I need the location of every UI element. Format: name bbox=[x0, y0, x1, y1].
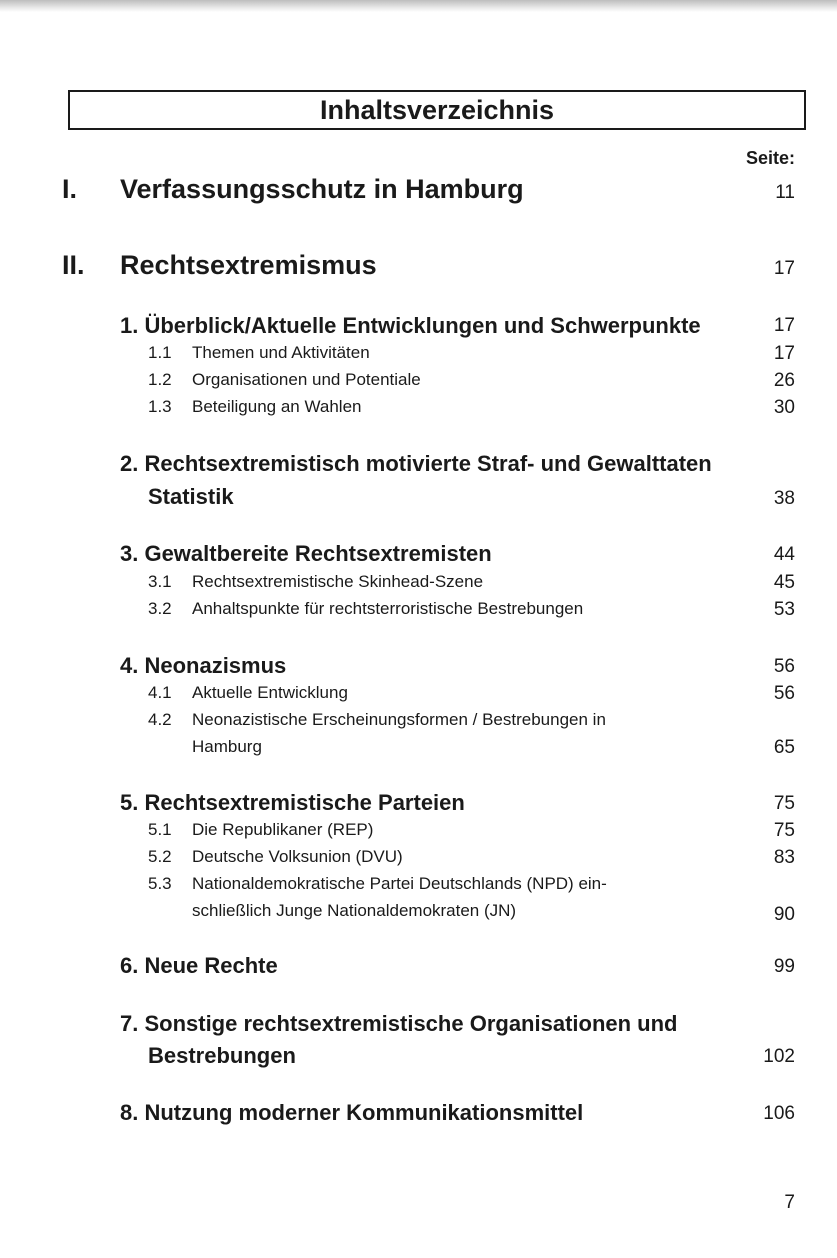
section-page: 106 bbox=[763, 1103, 795, 1124]
subsection-number: 5.3 bbox=[148, 874, 172, 893]
subsection-page: 65 bbox=[773, 737, 795, 758]
subsection-number: 1.1 bbox=[148, 343, 172, 362]
subsection-title: Beteiligung an Wahlen bbox=[192, 397, 362, 416]
section-page: 38 bbox=[773, 488, 795, 509]
subsection-title: Anhaltspunkte für rechtsterroristische Bestrebungen bbox=[192, 599, 584, 618]
subsection-title: Deutsche Volksunion (DVU) bbox=[192, 847, 403, 866]
page-number: 7 bbox=[784, 1192, 795, 1213]
page-column-label: Seite: bbox=[745, 148, 795, 168]
subsection-number: 3.1 bbox=[148, 572, 172, 591]
section-title: 6. Neue Rechte bbox=[120, 953, 278, 978]
subsection-title: Aktuelle Entwicklung bbox=[192, 683, 348, 702]
subsection-title: Neonazistische Erscheinungsformen / Bestrebungen in bbox=[192, 710, 606, 729]
section-title-continued: Statistik bbox=[148, 484, 234, 509]
subsection-title: Die Republikaner (REP) bbox=[192, 820, 374, 839]
part-numeral: II. bbox=[62, 250, 85, 280]
section-title: 7. Sonstige rechtsextremistische Organisationen und bbox=[120, 1011, 678, 1036]
subsection-title: Organisationen und Potentiale bbox=[192, 370, 421, 389]
part-title: Rechtsextremismus bbox=[120, 250, 377, 280]
subsection-page: 17 bbox=[773, 343, 795, 364]
section-title: 2. Rechtsextremistisch motivierte Straf- und Gewalttaten bbox=[120, 451, 712, 476]
subsection-page: 75 bbox=[773, 820, 795, 841]
subsection-title: Nationaldemokratische Partei Deutschlands (NPD) ein- bbox=[192, 874, 607, 893]
subsection-page: 53 bbox=[773, 599, 795, 620]
section-page: 56 bbox=[773, 656, 795, 677]
section-page: 99 bbox=[773, 956, 795, 977]
part-page: 11 bbox=[775, 182, 795, 203]
subsection-title: Themen und Aktivitäten bbox=[192, 343, 370, 362]
subsection-page: 56 bbox=[773, 683, 795, 704]
part-numeral: I. bbox=[62, 174, 78, 204]
part-page: 17 bbox=[773, 258, 795, 279]
subsection-number: 3.2 bbox=[148, 599, 172, 618]
subsection-title: Rechtsextremistische Skinhead-Szene bbox=[192, 572, 484, 591]
subsection-page: 26 bbox=[773, 370, 795, 391]
subsection-number: 4.1 bbox=[148, 683, 172, 702]
section-page: 44 bbox=[773, 544, 795, 565]
subsection-page: 83 bbox=[773, 847, 795, 868]
section-page: 17 bbox=[773, 315, 795, 336]
section-title: 8. Nutzung moderner Kommunikationsmittel bbox=[120, 1100, 584, 1125]
subsection-page: 45 bbox=[773, 572, 795, 593]
toc-title: Inhaltsverzeichnis bbox=[68, 90, 806, 130]
section-title: 1. Überblick/Aktuelle Entwicklungen und Schwerpunkte bbox=[120, 313, 701, 338]
scan-edge bbox=[0, 0, 837, 12]
subsection-number: 5.2 bbox=[148, 847, 172, 866]
section-page: 102 bbox=[763, 1046, 795, 1067]
subsection-page: 30 bbox=[773, 397, 795, 418]
subsection-title-continued: Hamburg bbox=[192, 737, 262, 756]
section-page: 75 bbox=[773, 793, 795, 814]
part-title: Verfassungsschutz in Hamburg bbox=[120, 174, 524, 204]
section-title-continued: Bestrebungen bbox=[148, 1043, 296, 1068]
subsection-number: 1.3 bbox=[148, 397, 172, 416]
subsection-number: 1.2 bbox=[148, 370, 172, 389]
subsection-page: 90 bbox=[773, 904, 795, 925]
section-title: 3. Gewaltbereite Rechtsextremisten bbox=[120, 541, 492, 566]
section-title: 4. Neonazismus bbox=[120, 653, 287, 678]
subsection-title-continued: schließlich Junge Nationaldemokraten (JN) bbox=[192, 901, 517, 920]
section-title: 5. Rechtsextremistische Parteien bbox=[120, 790, 465, 815]
subsection-number: 5.1 bbox=[148, 820, 172, 839]
subsection-number: 4.2 bbox=[148, 710, 172, 729]
